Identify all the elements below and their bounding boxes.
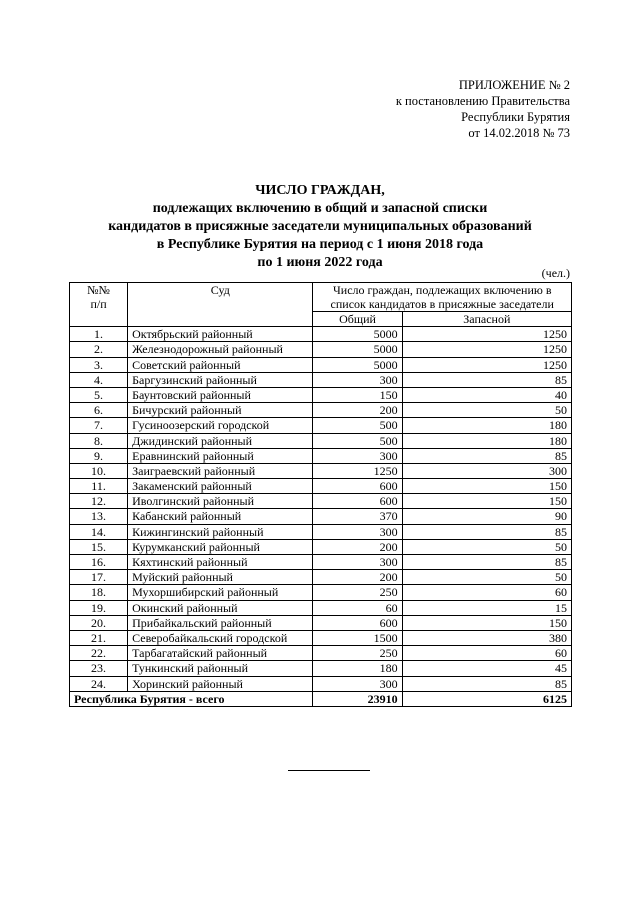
row-number: 4. bbox=[70, 372, 128, 387]
row-number: 2. bbox=[70, 342, 128, 357]
table-row bbox=[70, 387, 572, 402]
header-num: №№ п/п bbox=[70, 283, 128, 327]
header-reserve: Запасной bbox=[402, 312, 571, 327]
row-general: 5000 bbox=[313, 327, 402, 342]
row-number: 19. bbox=[70, 600, 128, 615]
table-row bbox=[70, 433, 572, 448]
row-court: Северобайкальский городской bbox=[128, 630, 313, 645]
header-count-desc: Число граждан, подлежащих включению в список кандидатов в присяжные заседатели bbox=[313, 283, 572, 312]
table-row bbox=[70, 570, 572, 585]
row-number: 13. bbox=[70, 509, 128, 524]
row-court: Прибайкальский районный bbox=[128, 615, 313, 630]
table-row bbox=[70, 646, 572, 661]
row-general: 180 bbox=[313, 661, 402, 676]
row-reserve: 85 bbox=[402, 524, 571, 539]
row-general: 5000 bbox=[313, 342, 402, 357]
row-number: 3. bbox=[70, 357, 128, 372]
table-row bbox=[70, 630, 572, 645]
title-line-3: кандидатов в присяжные заседатели муниципальных образований bbox=[108, 219, 532, 234]
row-general: 200 bbox=[313, 539, 402, 554]
row-court: Кабанский районный bbox=[128, 509, 313, 524]
row-general: 300 bbox=[313, 524, 402, 539]
row-number: 1. bbox=[70, 327, 128, 342]
row-court: Иволгинский районный bbox=[128, 494, 313, 509]
row-number: 5. bbox=[70, 387, 128, 402]
row-court: Мухоршибирский районный bbox=[128, 585, 313, 600]
row-reserve: 85 bbox=[402, 372, 571, 387]
row-reserve: 1250 bbox=[402, 327, 571, 342]
row-number: 6. bbox=[70, 403, 128, 418]
row-number: 7. bbox=[70, 418, 128, 433]
row-number: 15. bbox=[70, 539, 128, 554]
row-number: 8. bbox=[70, 433, 128, 448]
table-row bbox=[70, 479, 572, 494]
row-general: 500 bbox=[313, 433, 402, 448]
row-court: Хоринский районный bbox=[128, 676, 313, 691]
row-general: 1500 bbox=[313, 630, 402, 645]
row-general: 300 bbox=[313, 448, 402, 463]
table-row bbox=[70, 342, 572, 357]
table-row bbox=[70, 403, 572, 418]
row-reserve: 50 bbox=[402, 403, 571, 418]
row-court: Тарбагатайский районный bbox=[128, 646, 313, 661]
table-row bbox=[70, 494, 572, 509]
row-court: Октябрьский районный bbox=[128, 327, 313, 342]
row-general: 250 bbox=[313, 646, 402, 661]
table-row bbox=[70, 327, 572, 342]
row-reserve: 40 bbox=[402, 387, 571, 402]
row-court: Кижингинский районный bbox=[128, 524, 313, 539]
table-row bbox=[70, 463, 572, 478]
row-reserve: 1250 bbox=[402, 342, 571, 357]
total-row bbox=[70, 691, 572, 706]
table-body bbox=[70, 327, 572, 692]
table-row bbox=[70, 357, 572, 372]
row-reserve: 60 bbox=[402, 646, 571, 661]
row-reserve: 45 bbox=[402, 661, 571, 676]
table-row bbox=[70, 661, 572, 676]
row-number: 14. bbox=[70, 524, 128, 539]
row-court: Кяхтинский районный bbox=[128, 555, 313, 570]
row-number: 20. bbox=[70, 615, 128, 630]
row-number: 12. bbox=[70, 494, 128, 509]
appendix-line-4: от 14.02.2018 № 73 bbox=[468, 126, 570, 140]
row-general: 200 bbox=[313, 570, 402, 585]
row-reserve: 180 bbox=[402, 433, 571, 448]
row-court: Окинский районный bbox=[128, 600, 313, 615]
row-court: Курумканский районный bbox=[128, 539, 313, 554]
row-general: 200 bbox=[313, 403, 402, 418]
row-reserve: 150 bbox=[402, 479, 571, 494]
total-general: 23910 bbox=[313, 691, 402, 706]
table-row bbox=[70, 676, 572, 691]
table-row bbox=[70, 372, 572, 387]
table-row bbox=[70, 555, 572, 570]
row-number: 9. bbox=[70, 448, 128, 463]
row-general: 300 bbox=[313, 372, 402, 387]
row-reserve: 50 bbox=[402, 570, 571, 585]
table-row bbox=[70, 600, 572, 615]
table-row bbox=[70, 509, 572, 524]
row-number: 23. bbox=[70, 661, 128, 676]
row-number: 24. bbox=[70, 676, 128, 691]
row-court: Баргузинский районный bbox=[128, 372, 313, 387]
header-general: Общий bbox=[313, 312, 402, 327]
row-general: 600 bbox=[313, 615, 402, 630]
table-row bbox=[70, 585, 572, 600]
document-title bbox=[0, 182, 640, 272]
row-court: Тункинский районный bbox=[128, 661, 313, 676]
title-line-5: по 1 июня 2022 года bbox=[257, 255, 383, 270]
row-general: 600 bbox=[313, 479, 402, 494]
row-court: Муйский районный bbox=[128, 570, 313, 585]
appendix-line-1: ПРИЛОЖЕНИЕ № 2 bbox=[458, 78, 570, 92]
table-row bbox=[70, 539, 572, 554]
row-reserve: 15 bbox=[402, 600, 571, 615]
row-general: 5000 bbox=[313, 357, 402, 372]
appendix-line-3: Республики Бурятия bbox=[461, 110, 570, 124]
row-number: 21. bbox=[70, 630, 128, 645]
row-reserve: 60 bbox=[402, 585, 571, 600]
row-general: 60 bbox=[313, 600, 402, 615]
row-reserve: 150 bbox=[402, 615, 571, 630]
row-general: 300 bbox=[313, 676, 402, 691]
row-number: 16. bbox=[70, 555, 128, 570]
row-general: 150 bbox=[313, 387, 402, 402]
row-reserve: 180 bbox=[402, 418, 571, 433]
row-court: Закаменский районный bbox=[128, 479, 313, 494]
row-number: 11. bbox=[70, 479, 128, 494]
row-number: 10. bbox=[70, 463, 128, 478]
title-line-4: в Республике Бурятия на период с 1 июня 2018 года bbox=[156, 237, 484, 252]
row-court: Джидинский районный bbox=[128, 433, 313, 448]
row-general: 250 bbox=[313, 585, 402, 600]
appendix-block bbox=[396, 77, 570, 141]
row-reserve: 1250 bbox=[402, 357, 571, 372]
title-line-1: ЧИСЛО ГРАЖДАН, bbox=[255, 183, 385, 198]
row-reserve: 85 bbox=[402, 555, 571, 570]
row-number: 17. bbox=[70, 570, 128, 585]
title-line-2: подлежащих включению в общий и запасной списки bbox=[152, 201, 488, 216]
table-row bbox=[70, 418, 572, 433]
court-table bbox=[69, 282, 572, 707]
row-reserve: 85 bbox=[402, 676, 571, 691]
table-row bbox=[70, 448, 572, 463]
unit-label: (чел.) bbox=[541, 266, 570, 280]
row-general: 1250 bbox=[313, 463, 402, 478]
row-court: Баунтовский районный bbox=[128, 387, 313, 402]
row-reserve: 380 bbox=[402, 630, 571, 645]
row-court: Бичурский районный bbox=[128, 403, 313, 418]
row-number: 18. bbox=[70, 585, 128, 600]
table-row bbox=[70, 615, 572, 630]
row-reserve: 85 bbox=[402, 448, 571, 463]
row-general: 370 bbox=[313, 509, 402, 524]
row-reserve: 50 bbox=[402, 539, 571, 554]
row-reserve: 150 bbox=[402, 494, 571, 509]
total-reserve: 6125 bbox=[402, 691, 571, 706]
footer-divider bbox=[288, 770, 370, 771]
row-reserve: 90 bbox=[402, 509, 571, 524]
row-general: 300 bbox=[313, 555, 402, 570]
row-reserve: 300 bbox=[402, 463, 571, 478]
row-court: Еравнинский районный bbox=[128, 448, 313, 463]
row-general: 600 bbox=[313, 494, 402, 509]
row-court: Заиграевский районный bbox=[128, 463, 313, 478]
row-general: 500 bbox=[313, 418, 402, 433]
header-court: Суд bbox=[128, 283, 313, 327]
row-court: Советский районный bbox=[128, 357, 313, 372]
row-number: 22. bbox=[70, 646, 128, 661]
row-court: Железнодорожный районный bbox=[128, 342, 313, 357]
row-court: Гусиноозерский городской bbox=[128, 418, 313, 433]
appendix-line-2: к постановлению Правительства bbox=[395, 94, 570, 108]
total-label: Республика Бурятия - всего bbox=[70, 691, 313, 706]
table-row bbox=[70, 524, 572, 539]
